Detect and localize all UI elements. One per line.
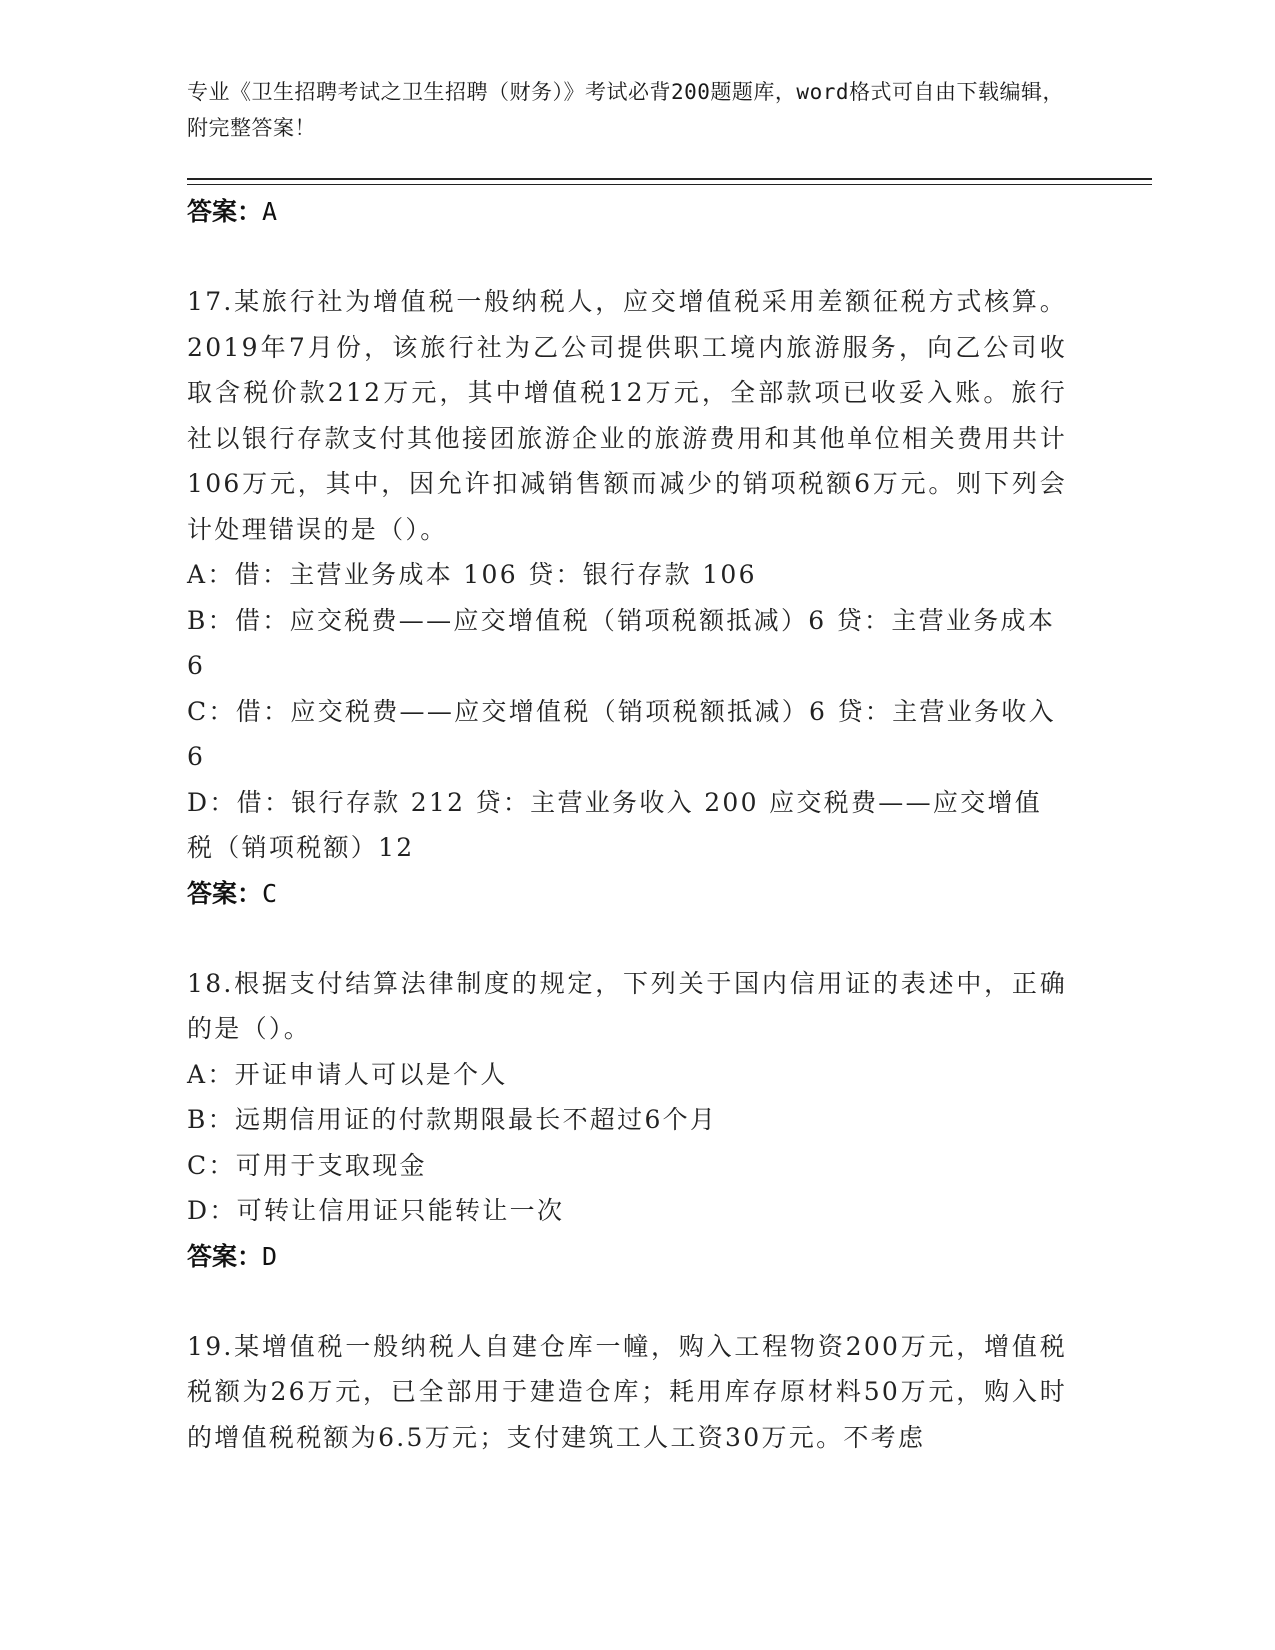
option-c: C：借：应交税费——应交增值税（销项税额抵减）6 贷：主营业务收入 6 [187, 696, 1056, 771]
option-b: B：借：应交税费——应交增值税（销项税额抵减）6 贷：主营业务成本 6 [187, 605, 1056, 680]
header-divider [187, 178, 1152, 180]
question-18 [187, 961, 1067, 1280]
answer-line [187, 871, 1067, 917]
option-c: C：可用于支取现金 [187, 1150, 427, 1180]
answer-label: 答案： [187, 1241, 263, 1271]
answer-value: A [262, 197, 278, 226]
answer-line [187, 1234, 1067, 1280]
answer-line [187, 189, 1067, 235]
header-divider-thin [187, 184, 1152, 185]
document-header: 专业《卫生招聘考试之卫生招聘（财务）》考试必背200题题库，word格式可自由下载编辑，附完整答案！ [187, 80, 1064, 140]
option-b: B：远期信用证的付款期限最长不超过6个月 [187, 1105, 718, 1134]
question-stem: 18.根据支付结算法律制度的规定，下列关于国内信用证的表述中，正确的是（）。 [187, 968, 1067, 1043]
answer-value: C [262, 878, 278, 908]
option-a: A：借：主营业务成本 106 贷：银行存款 106 [187, 560, 757, 589]
question-list [187, 189, 1067, 1460]
question-17 [187, 279, 1067, 917]
option-d: D：可转让信用证只能转让一次 [187, 1196, 565, 1225]
answer-value: D [262, 1241, 278, 1271]
question-19 [187, 1324, 1067, 1461]
answer-label: 答案： [187, 197, 263, 226]
question-stem: 19.某增值税一般纳税人自建仓库一幢，购入工程物资200万元，增值税税额为26万元，已全部用于建造仓库；耗用库存原材料50万元，购入时的增值税税额为6.5万元；支付建筑工人工资30万元。不考虑 [187, 1331, 1067, 1452]
question-stem: 17.某旅行社为增值税一般纳税人，应交增值税采用差额征税方式核算。2019年7月份，该旅行社为乙公司提供职工境内旅游服务，向乙公司收取含税价款212万元，其中增值税12万元，全部款项已收妥入账。旅行社以银行存款支付其他接团旅游企业的旅游费用和其他单位相关费用共计106万元，其中，因允许扣减销售额而减少的销项税额6万元。则下列会计处理错误的是（）。 [187, 287, 1067, 544]
option-a: A：开证申请人可以是个人 [187, 1059, 508, 1089]
option-d: D：借：银行存款 212 贷：主营业务收入 200 应交税费——应交增值税（销项税额）12 [187, 787, 1043, 862]
answer-label: 答案： [187, 878, 263, 908]
